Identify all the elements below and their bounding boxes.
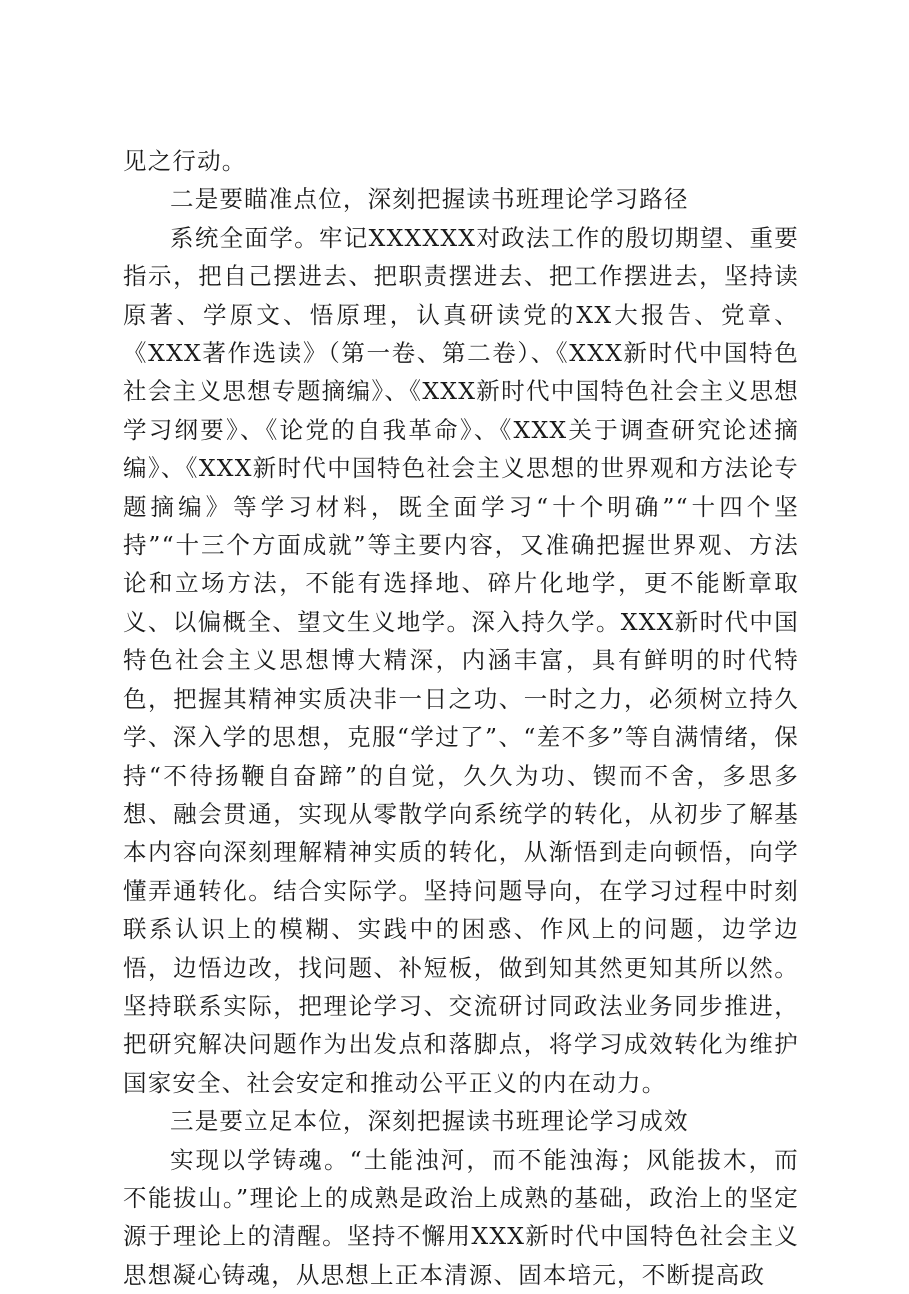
document-body: [123, 142, 799, 1294]
paragraph-closing-line: 见之行动。: [123, 147, 247, 175]
paragraph-study-path: 系统全面学。牢记XXXXXX对政法工作的殷切期望、重要指示，把自己摆进去、把职责摆进去、把工作摆进去，坚持读原著、学原文、悟原理，认真研读党的XX大报告、党章、《XXX著作选读》（第一卷、第二卷）、《XXX新时代中国特色社会主义思想专题摘编》、《XXX新时代中国特色社会主义思想学习纲要》、《论党的自我革命》、《XXX关于调查研究论述摘编》、《XXX新时代中国特色社会主义思想的世界观和方法论专题摘编》等学习材料，既全面学习“十个明确”“十四个坚持”“十三个方面成就”等主要内容，又准确把握世界观、方法论和立场方法，不能有选择地、碎片化地学，更不能断章取义、以偏概全、望文生义地学。深入持久学。XXX新时代中国特色社会主义思想博大精深，内涵丰富，具有鲜明的时代特色，把握其精神实质决非一日之功、一时之力，必须树立持久学、深入学的思想，克服“学过了”、“差不多”等自满情绪，保持“不待扬鞭自奋蹄”的自觉，久久为功、锲而不舍，多思多想、融会贯通，实现从零散学向系统学的转化，从初步了解基本内容向深刻理解精神实质的转化，从渐悟到走向顿悟，向学懂弄通转化。结合实际学。坚持问题导向，在学习过程中时刻联系认识上的模糊、实践中的困惑、作风上的问题，边学边悟，边悟边改，找问题、补短板，做到知其然更知其所以然。坚持联系实际，把理论学习、交流研讨同政法业务同步推进，把研究解决问题作为出发点和落脚点，将学习成效转化为维护国家安全、社会安定和推动公平正义的内在动力。: [123, 223, 799, 1097]
section-heading-two: 二是要瞄准点位，深刻把握读书班理论学习路径: [170, 185, 689, 214]
section-heading-three: 三是要立足本位，深刻把握读书班理论学习成效: [170, 1107, 689, 1136]
paragraph-study-results: 实现以学铸魂。“土能浊河，而不能浊海；风能拔木，而不能拔山。”理论上的成熟是政治上成熟的基础，政治上的坚定源于理论上的清醒。坚持不懈用XXX新时代中国特色社会主义思想凝心铸魂，从思想上正本清源、固本培元，不断提高政: [123, 1145, 799, 1289]
